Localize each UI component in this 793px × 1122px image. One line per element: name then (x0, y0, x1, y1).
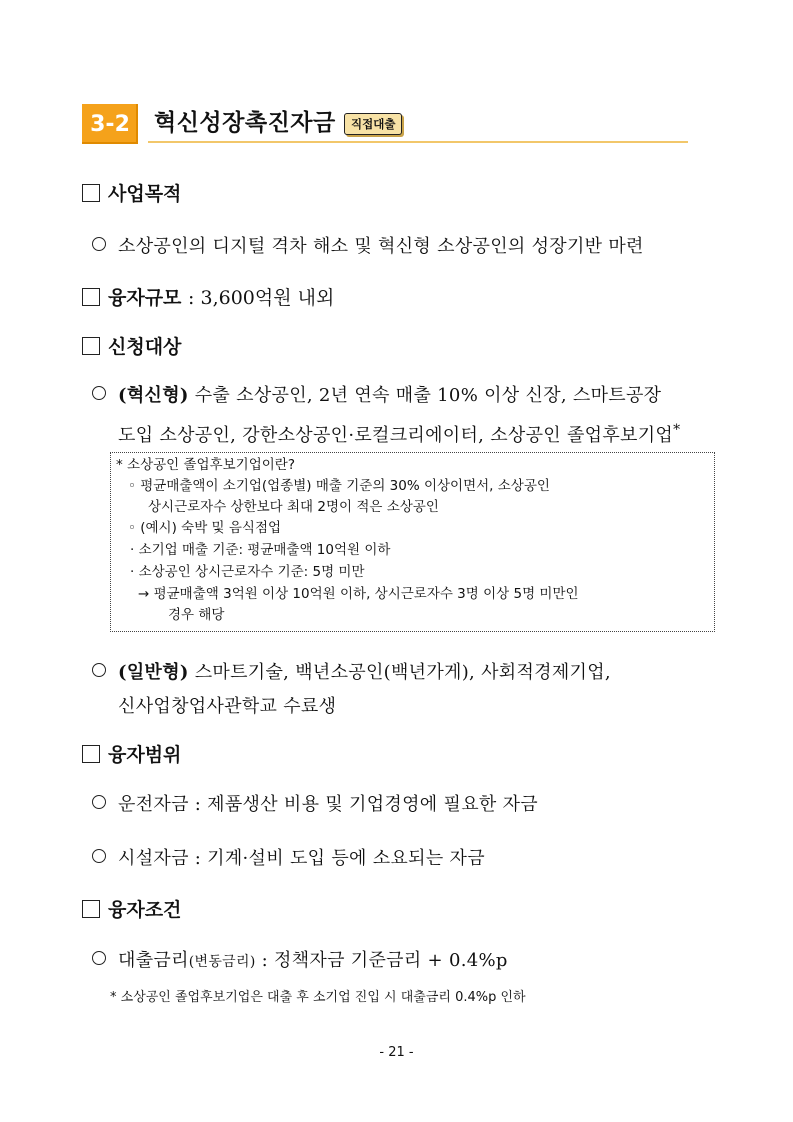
scale-value: : 3,600억원 내외 (188, 287, 335, 309)
checkbox-icon (82, 745, 100, 763)
general-line-2: 신사업창업사관학교 수료생 (118, 696, 337, 717)
note-line-1: * 소상공인 졸업후보기업이란? (116, 457, 295, 473)
scale-heading-text: 융자규모 (108, 287, 182, 309)
circle-bullet-icon (92, 237, 106, 251)
innovative-label: (혁신형) (118, 385, 189, 406)
checkbox-icon (82, 184, 100, 202)
checkbox-icon (82, 337, 100, 355)
note-line-5: · 소기업 매출 기준: 평균매출액 10억원 이하 (130, 542, 391, 558)
target-heading (82, 334, 181, 360)
section-number: 3-2 (90, 111, 130, 137)
loan-type-tag: 직접대출 (344, 113, 402, 135)
scale-heading (82, 285, 334, 311)
purpose-heading-text: 사업목적 (108, 183, 182, 205)
circle-bullet-icon (92, 386, 106, 400)
working-capital-text: 운전자금 : 제품생산 비용 및 기업경영에 필요한 자금 (118, 794, 538, 815)
purpose-heading (82, 181, 181, 207)
general-bullet-cont (118, 694, 336, 720)
section-number-badge (82, 104, 138, 144)
facility-capital-text: 시설자금 : 기계·설비 도입 등에 소요되는 자금 (118, 848, 485, 869)
rate-bullet (92, 948, 508, 975)
page-number: - 21 - (379, 1045, 414, 1060)
section-underline (148, 141, 688, 143)
conditions-heading (82, 897, 181, 923)
note-line-7: → 평균매출액 3억원 이상 10억원 이하, 상시근로자수 3명 이상 5명 미만인 (138, 586, 579, 602)
innovative-bullet (92, 383, 661, 409)
rate-value: : 정책자금 기준금리 + 0.4%p (261, 950, 508, 971)
circle-bullet-icon (92, 795, 106, 809)
note-line-3: 상시근로자수 상한보다 최대 2명이 적은 소상공인 (148, 499, 439, 515)
rate-footnote: * 소상공인 졸업후보기업은 대출 후 소기업 진입 시 대출금리 0.4%p 인하 (110, 990, 526, 1005)
rate-sub: (변동금리) (188, 954, 256, 970)
note-line-6: · 소상공인 상시근로자수 기준: 5명 미만 (130, 564, 365, 580)
range-bullet-2 (92, 846, 485, 872)
section-title: 혁신성장촉진자금 (154, 110, 336, 136)
purpose-bullet (92, 234, 644, 260)
general-line-1: 스마트기술, 백년소공인(백년가게), 사회적경제기업, (194, 662, 611, 683)
rate-label: 대출금리 (118, 950, 189, 971)
range-heading-text: 융자범위 (108, 744, 182, 766)
general-label: (일반형) (118, 662, 189, 683)
footnote-mark: * (673, 422, 681, 438)
checkbox-icon (82, 288, 100, 306)
general-bullet (92, 660, 611, 686)
innovative-line-1: 수출 소상공인, 2년 연속 매출 10% 이상 신장, 스마트공장 (194, 385, 662, 406)
innovative-bullet-cont (118, 417, 680, 449)
note-line-4: ◦ (예시) 숙박 및 음식점업 (128, 520, 282, 536)
conditions-heading-text: 융자조건 (108, 899, 182, 921)
range-bullet-1 (92, 792, 538, 818)
note-line-8: 경우 해당 (168, 607, 225, 623)
innovative-line-2: 도입 소상공인, 강한소상공인·로컬크리에이터, 소상공인 졸업후보기업 (118, 425, 674, 446)
range-heading (82, 742, 181, 768)
target-heading-text: 신청대상 (108, 336, 182, 358)
note-line-2: ◦ 평균매출액이 소기업(업종별) 매출 기준의 30% 이상이면서, 소상공인 (128, 478, 550, 494)
checkbox-icon (82, 900, 100, 918)
circle-bullet-icon (92, 849, 106, 863)
circle-bullet-icon (92, 663, 106, 677)
purpose-text: 소상공인의 디지털 격차 해소 및 혁신형 소상공인의 성장기반 마련 (118, 236, 644, 257)
circle-bullet-icon (92, 951, 106, 965)
